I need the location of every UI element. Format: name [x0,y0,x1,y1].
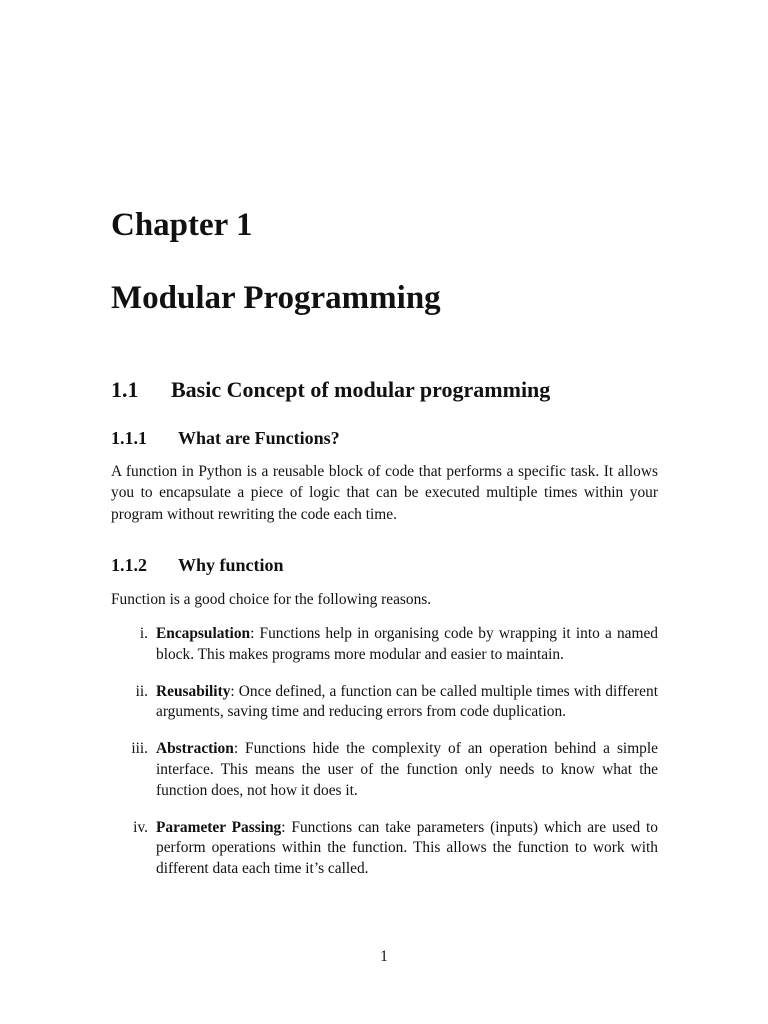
section-number: 1.1 [111,377,139,402]
list-marker: ii. [135,682,148,700]
subsection-number: 1.1.1 [111,428,147,448]
list-marker: iv. [133,818,148,836]
subsection-heading-what-are-functions [111,426,340,450]
term-abstraction: Abstraction [156,740,234,758]
reasons-intro-paragraph: Function is a good choice for the following reasons. [111,591,432,608]
term-encapsulation: Encapsulation [156,625,251,642]
term-parameter-passing: Parameter Passing [156,818,282,836]
list-item [111,624,658,666]
item-description: : Functions can take parameters (inputs) which are used to perform operations within the function. This allows the function to work with different data each time it’s called. [156,818,658,878]
list-marker: iii. [131,740,148,758]
chapter-title: Modular Programming [111,280,441,316]
section-heading [111,376,550,404]
item-description: : Once defined, a function can be called multiple times with different arguments, saving time and reducing errors from code duplication. [156,682,658,721]
list-item [111,682,658,724]
subsection-title: Why function [178,555,284,575]
section-title: Basic Concept of modular programming [171,377,551,402]
chapter-label: Chapter 1 [111,207,253,243]
subsection-number: 1.1.2 [111,555,147,575]
list-item [111,818,658,880]
subsection-title: What are Functions? [178,428,340,448]
item-description: : Functions help in organising code by wrapping it into a named block. This makes programs more modular and easier to maintain. [156,625,658,663]
subsection-heading-why-function [111,553,284,577]
list-marker: i. [139,625,148,642]
item-description: : Functions hide the complexity of an operation behind a simple interface. This means the user of the function only needs to know what the function does, not how it does it. [156,740,658,799]
functions-definition-paragraph: A function in Python is a reusable block of code that performs a specific task. It allows you to encapsulate a piece of logic that can be executed multiple times within your program without rewriting the code each time. [111,463,658,523]
list-item [111,739,658,801]
term-reusability: Reusability [156,682,231,700]
reasons-list [111,624,658,896]
page-number: 1 [380,948,388,965]
